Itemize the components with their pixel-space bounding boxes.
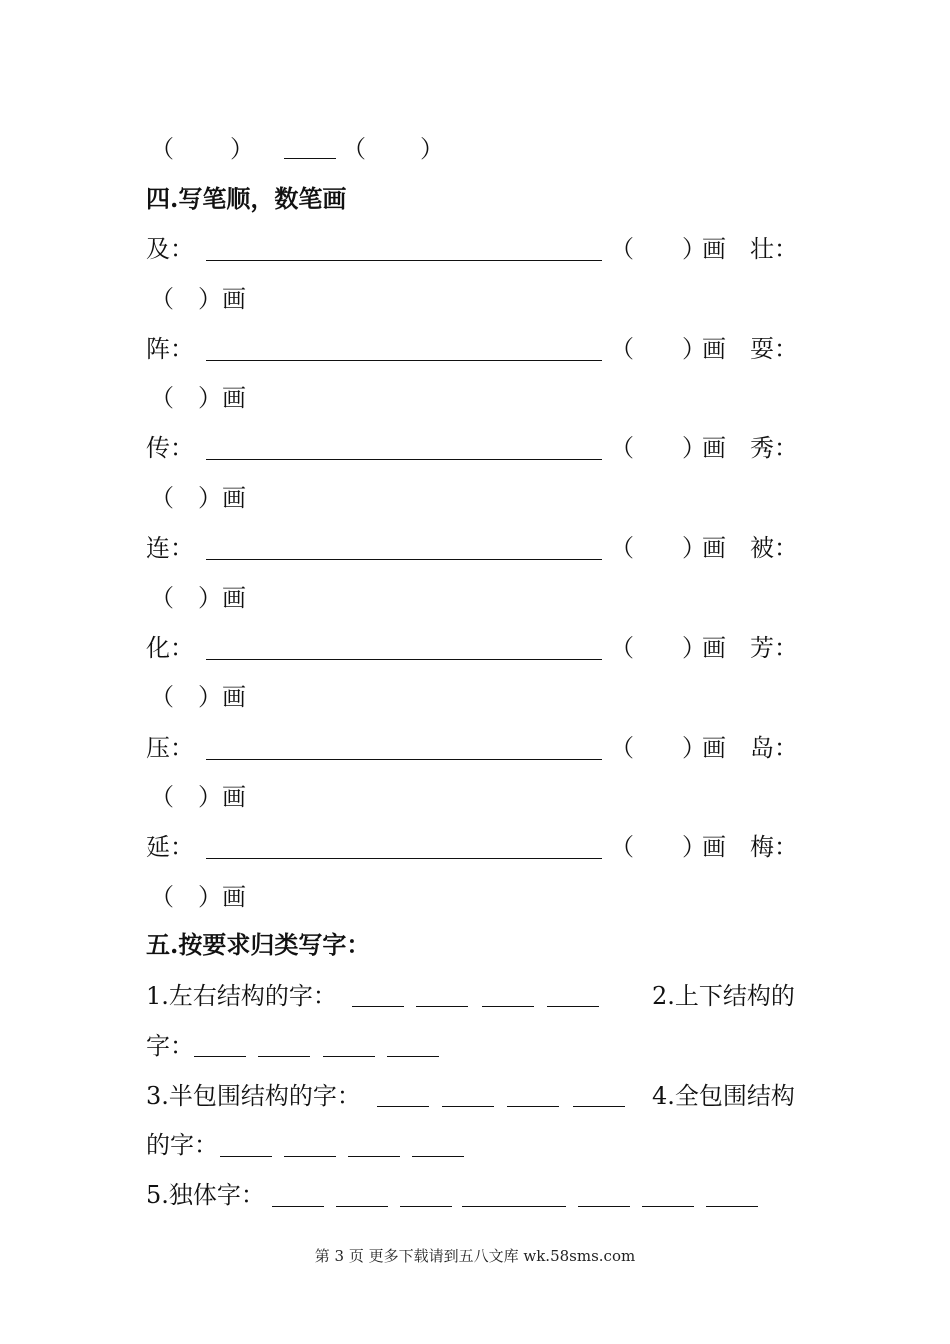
row-char2: 被 (750, 534, 774, 563)
stroke-order-line[interactable] (206, 360, 602, 361)
row-char2: 耍 (750, 334, 774, 363)
row-colon2: ： (774, 833, 798, 862)
top-paren2-right: ） (420, 135, 444, 163)
stroke-count-paren[interactable]: （ ） (610, 334, 706, 363)
stroke-count-paren[interactable]: （ ） (610, 534, 706, 563)
row-char: 连 (146, 534, 170, 563)
item1-blank-3[interactable] (482, 1006, 534, 1007)
row-colon2: ： (774, 733, 798, 762)
section4-heading: 四.写笔顺，数笔画 (146, 184, 347, 213)
item4-label-a: 4.全包围结构 (652, 1082, 795, 1110)
row-char2: 芳 (750, 633, 774, 662)
top-paren2-left: （ (342, 135, 366, 163)
section5-heading: 五.按要求归类写字： (146, 930, 371, 959)
row-char: 化 (146, 633, 170, 662)
row-char: 及 (146, 235, 170, 263)
row-colon2: ： (774, 235, 798, 263)
row-hua-label: 画 (702, 733, 726, 762)
stroke-order-line[interactable] (206, 759, 602, 760)
row-hua-label2: 画 (222, 384, 246, 413)
item5-blank-1[interactable] (272, 1206, 324, 1207)
row-colon: ： (170, 235, 194, 263)
top-paren-left: （ (150, 135, 174, 163)
row-colon2: ： (774, 534, 798, 563)
row-colon2: ： (774, 334, 798, 363)
item3-blank-4[interactable] (573, 1106, 625, 1107)
item4-blank-4[interactable] (412, 1156, 464, 1157)
row-colon2: ： (774, 434, 798, 463)
item3-label: 3.半包围结构的字： (146, 1082, 361, 1110)
row-char2: 秀 (750, 434, 774, 463)
row-hua-label2: 画 (222, 683, 246, 712)
item3-blank-3[interactable] (507, 1106, 559, 1107)
row-hua-label2: 画 (222, 783, 246, 811)
item4-blank-1[interactable] (220, 1156, 272, 1157)
stroke-count-paren2[interactable]: （ ） (150, 384, 222, 413)
item2-label-a: 2.上下结构的 (652, 982, 795, 1010)
stroke-count-paren2[interactable]: （ ） (150, 882, 222, 911)
row-colon: ： (170, 334, 194, 363)
row-hua-label: 画 (702, 633, 726, 662)
item5-label: 5.独体字： (146, 1181, 265, 1209)
page-footer: 第 3 页 更多下载请到五八文库 wk.58sms.com (314, 1247, 636, 1265)
row-hua-label: 画 (702, 833, 726, 862)
row-colon: ： (170, 434, 194, 463)
stroke-order-line[interactable] (206, 459, 602, 460)
stroke-count-paren2[interactable]: （ ） (150, 683, 222, 712)
row-colon: ： (170, 733, 194, 762)
row-hua-label2: 画 (222, 483, 246, 512)
item5-blank-4[interactable] (462, 1206, 566, 1207)
item2-label-b: 字： (146, 1032, 194, 1060)
stroke-count-paren2[interactable]: （ ） (150, 284, 222, 313)
row-hua-label: 画 (702, 534, 726, 563)
stroke-order-line[interactable] (206, 659, 602, 660)
row-hua-label2: 画 (222, 284, 246, 313)
item1-label: 1.左右结构的字： (146, 982, 337, 1010)
item5-blank-3[interactable] (400, 1206, 452, 1207)
item2-blank-2[interactable] (258, 1056, 310, 1057)
item4-blank-3[interactable] (348, 1156, 400, 1157)
row-hua-label2: 画 (222, 583, 246, 612)
row-hua-label: 画 (702, 334, 726, 363)
row-hua-label: 画 (702, 235, 726, 263)
row-colon2: ： (774, 633, 798, 662)
stroke-count-paren2[interactable]: （ ） (150, 783, 222, 811)
stroke-count-paren[interactable]: （ ） (610, 434, 706, 463)
item5-blank-6[interactable] (642, 1206, 694, 1207)
row-char2: 梅 (750, 833, 774, 862)
row-colon: ： (170, 633, 194, 662)
stroke-order-line[interactable] (206, 260, 602, 261)
row-colon: ： (170, 833, 194, 862)
row-char: 传 (146, 434, 170, 463)
top-blank[interactable] (284, 158, 336, 159)
item5-blank-5[interactable] (578, 1206, 630, 1207)
stroke-count-paren2[interactable]: （ ） (150, 483, 222, 512)
item1-blank-1[interactable] (352, 1006, 404, 1007)
row-char: 压 (146, 733, 170, 762)
stroke-order-line[interactable] (206, 559, 602, 560)
stroke-count-paren[interactable]: （ ） (610, 733, 706, 762)
stroke-count-paren2[interactable]: （ ） (150, 583, 222, 612)
stroke-count-paren[interactable]: （ ） (610, 833, 706, 862)
row-hua-label: 画 (702, 434, 726, 463)
stroke-order-line[interactable] (206, 858, 602, 859)
row-char2: 岛 (750, 733, 774, 762)
item2-blank-4[interactable] (387, 1056, 439, 1057)
row-hua-label2: 画 (222, 882, 246, 911)
row-colon: ： (170, 534, 194, 563)
stroke-count-paren[interactable]: （ ） (610, 633, 706, 662)
item3-blank-2[interactable] (442, 1106, 494, 1107)
item1-blank-2[interactable] (416, 1006, 468, 1007)
item1-blank-4[interactable] (547, 1006, 599, 1007)
item4-label-b: 的字： (146, 1131, 218, 1159)
item5-blank-7[interactable] (706, 1206, 758, 1207)
item3-blank-1[interactable] (377, 1106, 429, 1107)
stroke-count-paren[interactable]: （ ） (610, 235, 706, 263)
row-char2: 壮 (750, 235, 774, 263)
top-paren-right: ） (230, 135, 254, 163)
row-char: 延 (146, 833, 170, 862)
item4-blank-2[interactable] (284, 1156, 336, 1157)
item2-blank-1[interactable] (194, 1056, 246, 1057)
item5-blank-2[interactable] (336, 1206, 388, 1207)
row-char: 阵 (146, 334, 170, 363)
item2-blank-3[interactable] (323, 1056, 375, 1057)
